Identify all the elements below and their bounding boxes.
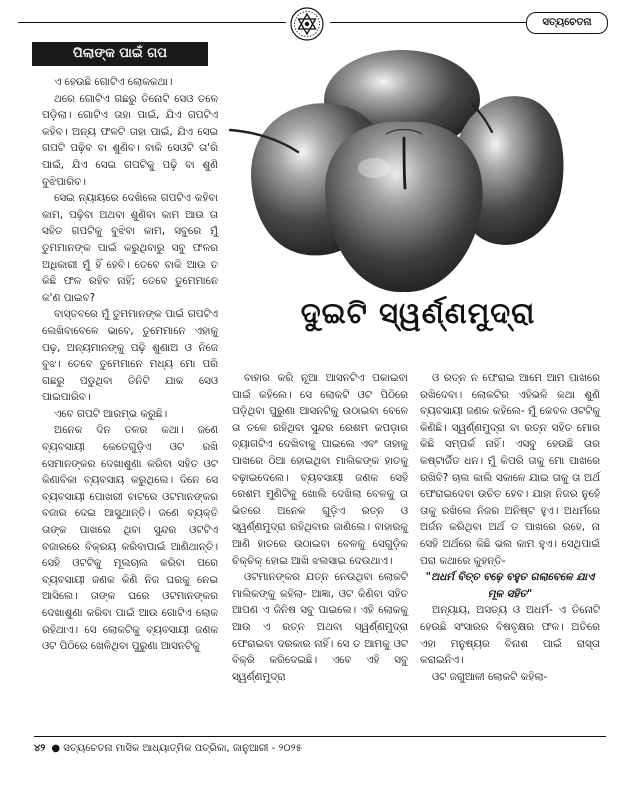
- footer-rule: [34, 736, 606, 737]
- paragraph: ଓଟମାନଙ୍କର ଯତ୍ନ ନେଉଥିବା ଲୋକଟି ମାଲିକଙ୍କୁ କହିଲା- ଆଜ୍ଞା, ଓଟ କିଣିବା ସହିତ ଆପଣ ଏ ଜିନିଷ ସବୁ ପାଇଲେ। ଏହି ଲୋକକୁ ଆଉ ଏ ରତ୍ନ ଅଥବା ସ୍ୱର୍ଣ୍ଣମୁଦ୍ରା ଫେରାଇବା ଦରକାର ନାହିଁ। ସେ ତ ଆମକୁ ଓଟ ବିକ୍ରି କରିଦେଇଛି। ଏବେ ଏହି ସବୁ ସ୍ୱର୍ଣ୍ଣମୁଦ୍ରା: [232, 571, 408, 683]
- star-emblem-icon: [289, 6, 325, 42]
- section-title: ପିଲାଙ୍କ ପାଇଁ ଗପ: [32, 42, 208, 66]
- paragraph: ବାସ୍ତବରେ ମୁଁ ତୁମମାନଙ୍କ ପାଇଁ ଗପଟିଏ ଲେଖିବାବେଳେ ଭାବେ, ତୁମେମାନେ ଏହାକୁ ପଢ଼, ଅନ୍ୟମାନଙ୍କୁ ପଢ଼ି ଶୁଣାଅ ଓ ନିଜେ ବୁଝ। ତେବେ ତୁମେମାନେ ମଧ୍ୟ ମୋ ପରି ଗଛରୁ ପଡୁଥିବା ତିନିଟି ଯାକ ସେଓ ପାଇପାରିବ।: [42, 308, 218, 404]
- paragraph: ଓଟ ଜଗୁଆଳୀ ଲୋକଟି କହିଲା-: [432, 670, 548, 683]
- footer-text: ● ସତ୍ୟଚେତନା ମାସିକ ଆଧ୍ୟାତ୍ମିକ ପତ୍ରିକା, ଜାନୁଆରୀ - ୨୦୨୫: [51, 743, 302, 754]
- footer: [34, 741, 606, 757]
- paragraph: ଅନେକ ଦିନ ତଳର କଥା। ଜଣେ ବ୍ୟବସାୟୀ କେତେଗୁଡ଼ିଏ ଓଟ ରଖି ସେମାନଙ୍କର ଦେଖାଶୁଣା କରିବା ସହିତ ଓଟ କିଣାବିକା ବ୍ୟବସାୟ କରୁଥିଲେ। ଦିନେ ସେ ବ୍ୟବସାୟୀ ପୋଖରୀ ବାଟରେ ଓଟମାନଙ୍କର ବଜାର ଦେଇ ଆସୁଥାନ୍ତି। ଜଣେ ବ୍ୟକ୍ତି ତାଙ୍କ ପାଖରେ ଥିବା ସୁନ୍ଦର ଓଟଟିଏ ବଜାରରେ ବିକ୍ରୟ କରିବାପାଇଁ ଆଣିଥାନ୍ତି। ସେହି ଓଟଟିକୁ ମୂଲଚାଲ କରିବା ପରେ ବ୍ୟବସାୟୀ ଜଣକ କିଣି ନିଜ ଘରକୁ ନେଇ ଆସିଲେ। ତାଙ୍କ ଘରେ ଓଟମାନଙ୍କର ଦେଖାଶୁଣା କରିବା ପାଇଁ ଆଉ ଗୋଟିଏ ଲୋକ ରହିଥାଏ। ସେ ଲୋକଟିକୁ ବ୍ୟବସାୟୀ ଜଣକ ଓଟ ପିଠିରେ ଖେଳିଥିବା ପୁରୁଣା ଆସନଟିକୁ: [42, 424, 218, 653]
- article-title: ଦୁଇଟି ସ୍ୱର୍ଣ୍ଣମୁଦ୍ରା: [300, 296, 536, 330]
- header-rule-left: [18, 22, 286, 23]
- paragraph: ସେଇ ନ୍ୟାୟରେ ଦେଖିଲେ ଗପଟିଏ କହିବା କାମ, ପଢ଼ିବା ଅଥବା ଶୁଣିବା କାମ ଆଉ ତା ସହିତ ଗପଟିକୁ ବୁଝିବା କାମ, ସବୁରେ ମୁଁ ତୁମମାନଙ୍କ ପାଇଁ କରୁଥିବାରୁ ସବୁ ଫଳର ଅଧିକାରୀ ମୁଁ ହିଁ ହେବି। ତେବେ ବାକି ଆଉ ତ କିଛି ଫଳ ରହିବ ନାହିଁ; ତେବେ ତୁମେମାନେ କ'ଣ ପାଇବ?: [42, 192, 218, 304]
- paragraph: ଥରେ ଗୋଟିଏ ଗଛରୁ ତିନୋଟି ସେଓ ତଳେ ପଡ଼ିଲା। ଗୋଟିଏ ତାହା ପାଇଁ, ଯିଏ ଗପଟିଏ କହିବ। ଅନ୍ୟ ଫଳଟି ତାହା ପାଇଁ, ଯିଏ ସେଇ ଗପଟି ପଢ଼ିବ ବା ଶୁଣିବ। ବାକି ସେଓଟି ତା'ରି ପାଇଁ, ଯିଏ ସେଇ ଗପଟିକୁ ପଢ଼ି ବା ଶୁଣି ବୁଝିପାରିବ।: [42, 92, 218, 188]
- article-column-2: [232, 370, 408, 726]
- article-column-1: [42, 74, 218, 726]
- proverb-quote: "ଅଧର୍ମ ବିତ୍ତ ବଢ଼େ ବହୁତ ଗଲାବେଳେ ଯାଏ ମୂଳ ସହିତ": [425, 571, 595, 600]
- paragraph: ଓ ରତ୍ନ ନ ଫେରାଇ ଆମେ ଆମ ପାଖରେ ରଖିଦେବା। ଲୋକଟିର ଏହିଭଳି କଥା ଶୁଣି ବ୍ୟବସାୟୀ ଜଣକ କହିଲେ- ମୁଁ କେବଳ ଓଟଟିକୁ କିଣିଛି। ସ୍ୱର୍ଣ୍ଣମୁଦ୍ରା ବା ରତ୍ନ ସହିତ ମୋର କିଛି ସମ୍ପର୍କ ନାହିଁ। ଏସବୁ ହେଉଛି ତାର କଷ୍ଟାର୍ଜିତ ଧନ। ମୁଁ କିପରି ତାକୁ ମୋ ପାଖରେ ରଖିବି? ଚାଲ କାଲି ସକାଳେ ଯାଇ ତାକୁ ତା ଅର୍ଥ ଫେରାଇଦେବା ଉଚିତ ହେବ। ଯାହା ନିଜର ନୁହେଁ ତାକୁ ରଖିଲେ ନିଜର ଅନିଷ୍ଟ ହୁଏ। ଅଧର୍ମରେ ଅର୍ଜନ କରିଥିବା ଅର୍ଥ ତ ପାଖରେ ରହେ, ନା ସେହି ଅର୍ଥରେ କିଛି ଭଲ କାମ ହୁଏ। ସେଥିପାଇଁ ପରା କଥାରେ କୁହନ୍ତି-: [420, 372, 600, 567]
- paragraph: ଏ ହେଉଛି ଗୋଟିଏ ଲୋକକଥା।: [54, 76, 173, 88]
- article-column-3: [420, 370, 600, 726]
- paragraph: ଏବେ ଗପଟି ଆରମ୍ଭ କରୁଛି।: [54, 407, 168, 420]
- paragraph: ଅନ୍ୟାୟ, ଅସତ୍ୟ ଓ ଅଧର୍ମ- ଏ ତିନୋଟି ହେଉଛି ସଂସାରର ବିଷବୃକ୍ଷର ଫଳ। ଅତିରେ ଏହା ମନୁଷ୍ୟର ବିନାଶ ପାଇଁ ରାସ୍ତା କରାଇନିଏ।: [420, 604, 600, 667]
- apples-illustration: [226, 48, 570, 296]
- header-rule-right: [330, 22, 526, 23]
- page-number: ୪୨: [34, 743, 46, 754]
- paragraph: ବାହାର କରି ନୂଆ ଆସନଟିଏ ପକାଇବା ପାଇଁ କହିଲେ। ସେ ଲୋକଟି ଓଟ ପିଠିରେ ପଡ଼ିଥିବା ପୁରୁଣା ଆସନଟିକୁ ଉଠାଇବା ବେଳେ ତା ତଳେ ରହିଥିବା ସୁନ୍ଦର ରେଶମ କପଡ଼ାର ବ୍ୟାଗଟିଏ ଦେଖିବାକୁ ପାଇଲେ ଏବଂ ତାହାକୁ ପାଖରେ ଠିଆ ହୋଇଥିବା ମାଲିକଙ୍କ ହାତକୁ ବଢ଼ାଇଦେଲେ। ବ୍ୟବସାୟୀ ଜଣକ ସେହି ରେଶମ ମୁଣିଟିକୁ ଖୋଲି ଦେଖିଲା ବେଳକୁ ତା ଭିତରେ ଅନେକ ଗୁଡ଼ିଏ ରତ୍ନ ଓ ସ୍ୱର୍ଣ୍ଣମୁଦ୍ରା ରହିଥିବାର ଜାଣିଲେ। ବାହାରକୁ ଆଣି ହାତରେ ଉଠାଇବା ବେଳକୁ ସେଗୁଡ଼ିକ ଚିକ୍‌ଚିକ୍ ହୋଇ ଆଖି ଝଲସାଇ ଦେଉଥାଏ।: [232, 372, 408, 567]
- magazine-name: ସତ୍ୟଚେତନା: [526, 12, 608, 34]
